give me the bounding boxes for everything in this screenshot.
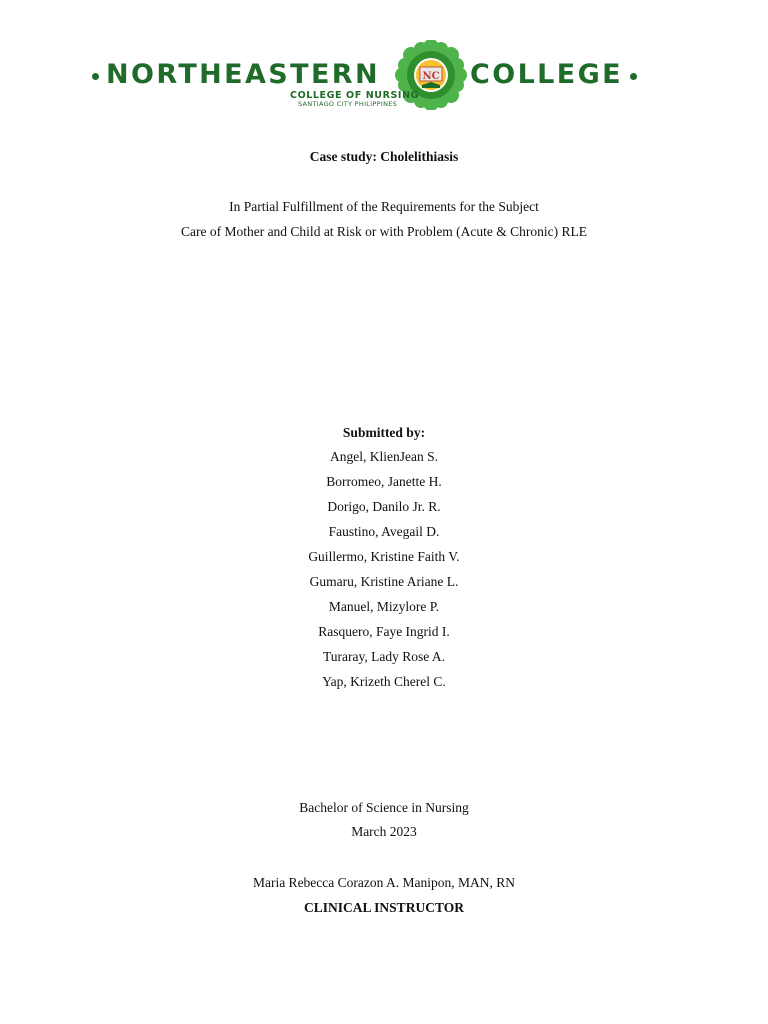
- submitted-by-heading: Submitted by:: [342, 425, 426, 440]
- fulfillment-line-2: Care of Mother and Child at Risk or with Problem (Acute & Chronic) RLE: [180, 224, 588, 239]
- instructor-name: Maria Rebecca Corazon A. Manipon, MAN, RN: [252, 875, 516, 890]
- student-name: Manuel, Mizylore P.: [328, 599, 440, 614]
- student-name: Borromeo, Janette H.: [326, 474, 442, 489]
- degree-program: Bachelor of Science in Nursing: [299, 800, 469, 815]
- college-header: [0, 38, 768, 113]
- case-study-title: Case study: Cholelithiasis: [309, 149, 459, 164]
- college-of-nursing-label: COLLEGE OF NURSING: [290, 90, 420, 101]
- college-name-right: COLLEGE: [470, 59, 624, 90]
- seal-monogram: NC: [422, 71, 440, 82]
- submission-date: March 2023: [351, 824, 417, 839]
- student-name: Turaray, Lady Rose A.: [323, 649, 445, 664]
- student-name: Guillermo, Kristine Faith V.: [308, 549, 460, 564]
- college-name-left: NORTHEASTERN: [106, 59, 380, 90]
- left-bullet-dot: [92, 73, 99, 80]
- student-name: Dorigo, Danilo Jr. R.: [327, 499, 441, 514]
- location-label: SANTIAGO CITY PHILIPPINES: [298, 100, 398, 108]
- student-name: Rasquero, Faye Ingrid I.: [318, 624, 450, 639]
- student-name: Faustino, Avegail D.: [328, 524, 440, 539]
- student-name: Gumaru, Kristine Ariane L.: [309, 574, 459, 589]
- fulfillment-line-1: In Partial Fulfillment of the Requirements for the Subject: [229, 199, 539, 214]
- student-name: Yap, Krizeth Cherel C.: [322, 674, 446, 689]
- instructor-role: CLINICAL INSTRUCTOR: [304, 900, 464, 915]
- right-bullet-dot: [630, 73, 637, 80]
- student-name: Angel, KlienJean S.: [330, 449, 438, 464]
